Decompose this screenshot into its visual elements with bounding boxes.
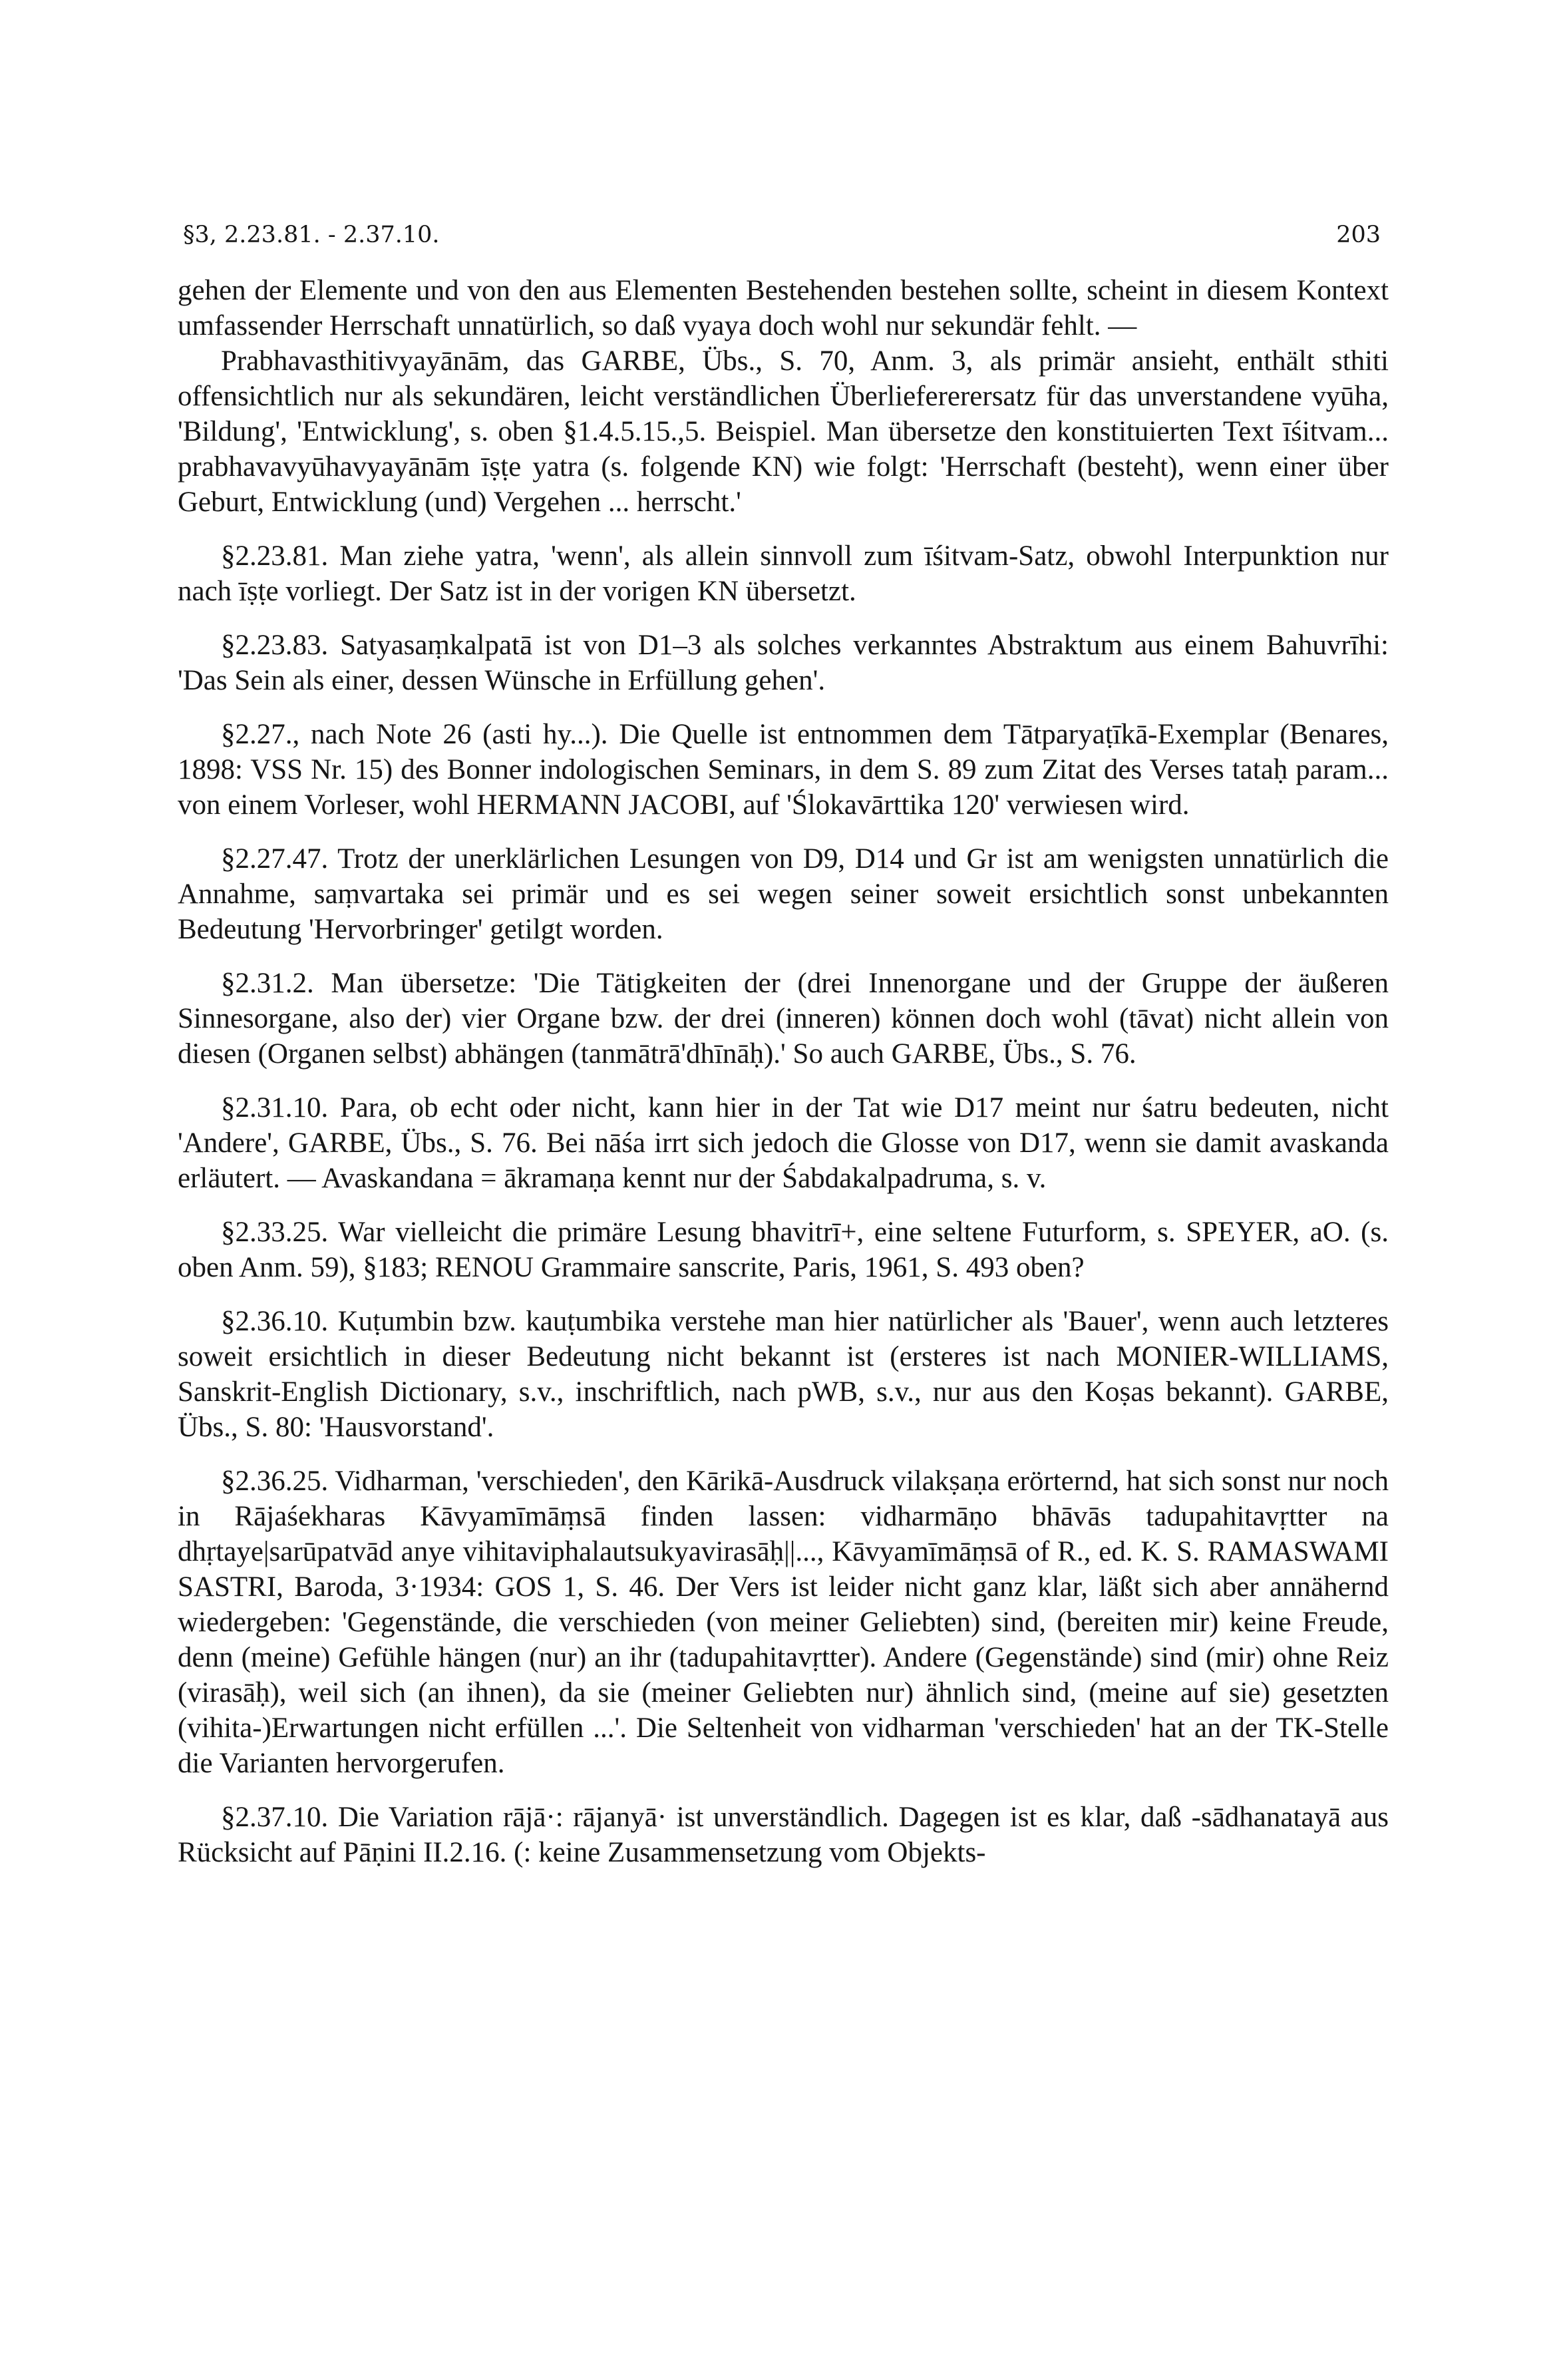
paragraph-2-36-10: §2.36.10. Kuṭumbin bzw. kauṭumbika verstehe man hier natürlicher als 'Bauer', wenn auch letzteres soweit ersichtlich in dieser Bedeutung nicht bekannt ist (ersteres ist nach MONIER-WILLIAMS, Sanskrit-English Dictionary, s.v., inschriftlich, nach pWB, s.v., nur aus den Koṣas bekannt). GARBE, Übs., S. 80: 'Hausvorstand'. <box>178 1306 1389 1443</box>
paragraph-2-36-25: §2.36.25. Vidharman, 'verschieden', den Kārikā-Ausdruck vilakṣaṇa erörternd, hat sich sonst nur noch in Rājaśekharas Kāvyamīmāṃsā finden lassen: vidharmāṇo bhāvās tadupahitavṛtter na dhṛtaye|sarūpatvād anye vihitaviphalautsukyavirasāḥ||..., Kāvyamīmāṃsā of R., ed. K. S. RAMASWAMI SASTRI, Baroda, 3·1934: GOS 1, S. 46. Der Vers ist leider nicht ganz klar, läßt sich aber annähernd wiedergeben: 'Gegenstände, die verschieden (von meiner Geliebten) sind, (bereiten mir) keine Freude, denn (meine) Gefühle hängen (nur) an ihr (tadupahitavṛtter). Andere (Gegenstände) sind (mir) ohne Reiz (virasāḥ), weil sich (an ihnen), da sie (meiner Geliebten nur) ähnlich sind, (meine auf sie) gesetzten (vihita-)Erwartungen nicht erfüllen ...'. Die Seltenheit von vidharman 'verschieden' hat an der TK-Stelle die Varianten hervorgerufen. <box>178 1466 1389 1779</box>
body-text <box>178 273 1389 1870</box>
paragraph-2-27: §2.27., nach Note 26 (asti hy...). Die Quelle ist entnommen dem Tātparyaṭīkā-Exemplar (Benares, 1898: VSS Nr. 15) des Bonner indologischen Seminars, in dem S. 89 zum Zitat des Verses tataḥ param... von einem Vorleser, wohl HERMANN JACOBI, auf 'Ślokavārttika 120' verwiesen wird. <box>178 719 1389 821</box>
paragraph-2-33-25: §2.33.25. War vielleicht die primäre Lesung bhavitrī+, eine seltene Futurform, s. SPEYER, aO. (s. oben Anm. 59), §183; RENOU Grammaire sanscrite, Paris, 1961, S. 493 oben? <box>178 1217 1389 1283</box>
running-head: §3, 2.23.81. - 2.37.10. <box>183 222 440 248</box>
paragraph-2-37-10: §2.37.10. Die Variation rājā·: rājanyā· ist unverständlich. Dagegen ist es klar, daß -sādhanatayā aus Rücksicht auf Pāṇini II.2.16. (: keine Zusammensetzung vom Objekts- <box>178 1802 1389 1868</box>
paragraph-prabhavasthiti: Prabhavasthitivyayānām, das GARBE, Übs., S. 70, Anm. 3, als primär ansieht, enthält sthiti offensichtlich nur als sekundären, leicht verständlichen Überliefererersatz für das unverstandene vyūha, 'Bildung', 'Entwicklung', s. oben §1.4.5.15.,5. Beispiel. Man übersetze den konstituierten Text īśitvam... prabhavavyūhavyayānām īṣṭe yatra (s. folgende KN) wie folgt: 'Herrschaft (besteht), wenn einer über Geburt, Entwicklung (und) Vergehen ... herrscht.' <box>178 345 1389 518</box>
paragraph-2-23-83: §2.23.83. Satyasaṃkalpatā ist von D1–3 als solches verkanntes Abstraktum aus einem Bahuvrīhi: 'Das Sein als einer, dessen Wünsche in Erfüllung gehen'. <box>178 630 1389 696</box>
page-header <box>183 222 1381 255</box>
paragraph-continuation: gehen der Elemente und von den aus Elementen Bestehenden bestehen sollte, scheint in diesem Kontext umfassender Herrschaft unnatürlich, so daß vyaya doch wohl nur sekundär fehlt. — <box>178 275 1389 341</box>
paragraph-2-23-81: §2.23.81. Man ziehe yatra, 'wenn', als allein sinnvoll zum īśitvam-Satz, obwohl Interpunktion nur nach īṣṭe vorliegt. Der Satz ist in der vorigen KN übersetzt. <box>178 540 1389 607</box>
page-number: 203 <box>1336 222 1381 248</box>
paragraph-2-31-2: §2.31.2. Man übersetze: 'Die Tätigkeiten der (drei Innenorgane und der Gruppe der äußeren Sinnesorgane, also der) vier Organe bzw. der drei (inneren) können doch wohl (tāvat) nicht allein von diesen (Organen selbst) abhängen (tanmātrā'dhīnāḥ).' So auch GARBE, Übs., S. 76. <box>178 968 1389 1070</box>
paragraph-2-31-10: §2.31.10. Para, ob echt oder nicht, kann hier in der Tat wie D17 meint nur śatru bedeuten, nicht 'Andere', GARBE, Übs., S. 76. Bei nāśa irrt sich jedoch die Glosse von D17, wenn sie damit avaskanda erläutert. — Avaskandana = ākramaṇa kennt nur der Śabdakalpadruma, s. v. <box>178 1092 1389 1194</box>
paragraph-2-27-47: §2.27.47. Trotz der unerklärlichen Lesungen von D9, D14 und Gr ist am wenigsten unnatürlich die Annahme, saṃvartaka sei primär und es sei wegen seiner soweit ersichtlich sonst unbekannten Bedeutung 'Hervorbringer' getilgt worden. <box>178 843 1389 945</box>
